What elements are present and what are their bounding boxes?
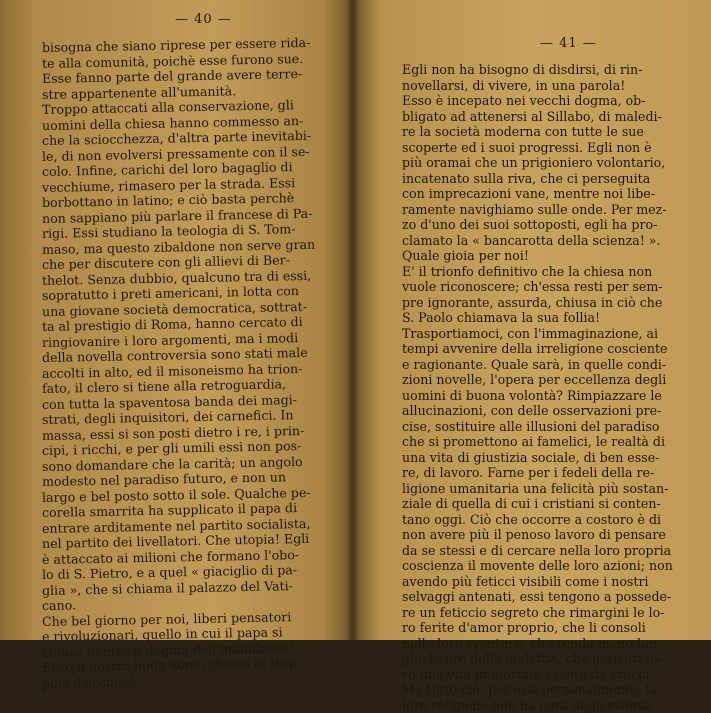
text-line: non sappiano più parlare il francese di Pa- bbox=[42, 205, 340, 226]
text-line: che la sciocchezza, d'altra parte inevitabi- bbox=[42, 127, 340, 148]
text-line: con tutta la spaventosa banda dei magi- bbox=[42, 391, 340, 412]
text-line: con imprecazioni vane, mentre noi libe- bbox=[402, 186, 698, 202]
text-line: Troppo attaccati alla conservazione, gli bbox=[42, 96, 340, 117]
text-line: vecchiume, rimasero per la strada. Essi bbox=[42, 174, 340, 195]
text-line: strati, degli inquisitori, dei carnefici. In bbox=[42, 406, 340, 427]
text-line: Egli non ha bisogno di disdirsi, di rin- bbox=[402, 62, 698, 78]
text-line: non avere più il penoso lavoro di pensare bbox=[402, 527, 698, 543]
text-line: ramente navighiamo sulle onde. Per mez- bbox=[402, 202, 698, 218]
text-line: ghe le ore della malattia, che assicuri lo- bbox=[402, 651, 698, 667]
text-line: Trasportiamoci, con l'immaginazione, ai bbox=[402, 326, 698, 342]
text-line: coscienza il movente delle loro azioni; non bbox=[402, 558, 698, 574]
text-line: zo d'uno dei suoi sottoposti, egli ha pro- bbox=[402, 217, 698, 233]
text-line: ro una vita immortale esente da crucci. bbox=[402, 667, 698, 683]
text-line: bligato ad attenersi al Sillabo, di maledi- bbox=[402, 109, 698, 125]
text-line: avendo più feticci visibili come i nostri bbox=[402, 574, 698, 590]
text-line: sono domandare che la carità; un angolo bbox=[42, 453, 340, 474]
text-line: più oramai che un prigioniero volontario, bbox=[402, 155, 698, 171]
right-page-number: — 41 — bbox=[540, 36, 597, 51]
text-line: nel partito dei livellatori. Che utopia! Egli bbox=[42, 530, 340, 551]
text-line: ro ferite d'amor proprio, che li consoli bbox=[402, 620, 698, 636]
text-line: maso, ma questo zibaldone non serve gran bbox=[42, 236, 340, 257]
text-line: pola d'acciaio! bbox=[42, 670, 340, 691]
left-page-number: — 40 — bbox=[175, 12, 232, 27]
text-line: cipi, i ricchi, e per gli umili essi non pos- bbox=[42, 437, 340, 458]
text-line: selvaggi antenati, essi tengono a possede- bbox=[402, 589, 698, 605]
text-line: massa, essi si son posti dietro i re, i prin- bbox=[42, 422, 340, 443]
text-line: nelle loro sventure, che renda meno lun- bbox=[402, 636, 698, 652]
text-line: Esso è incepato nei vecchi dogma, ob- bbox=[402, 93, 698, 109]
text-line: E' il trionfo definitivo che la chiesa non bbox=[402, 264, 698, 280]
text-line: Ma tutto ciò, per essi personalmente; la bbox=[402, 682, 698, 698]
text-line: largo e bel posto sotto il sole. Qualche pe- bbox=[42, 484, 340, 505]
text-line: accolti in alto, ed il misoneismo ha trion- bbox=[42, 360, 340, 381]
text-line: tano oggi. Ciò che occorre a costoro è di bbox=[402, 512, 698, 528]
text-line: te alla comunità, poichè esse furono sue. bbox=[42, 50, 340, 71]
text-line: clamato la « bancarotta della scienza! ». bbox=[402, 233, 698, 249]
text-line: loro religione non ha cura degli sventu- bbox=[402, 698, 698, 713]
text-line: pre ignorante, assurda, chiusa in ciò che bbox=[402, 295, 698, 311]
left-page bbox=[0, 0, 352, 640]
text-line: stre appartenente all'umanità. bbox=[42, 81, 340, 102]
text-line: chiuse dentro il dogma dell'infallibilità! bbox=[42, 639, 340, 660]
text-line: corella smarrita ha supplicato il papa di bbox=[42, 499, 340, 520]
text-line: ligione umanitaria una felicità più sostan- bbox=[402, 481, 698, 497]
text-line: da se stessi e di cercare nella loro propria bbox=[402, 543, 698, 559]
right-page-text bbox=[402, 62, 698, 713]
text-line: glia », che si chiama il palazzo del Vati- bbox=[42, 577, 340, 598]
text-line: ziale di quella di cui i cristiani si conten- bbox=[402, 496, 698, 512]
text-line: le, di non evolversi pressamente con il se- bbox=[42, 143, 340, 164]
text-line: entrare arditamente nel partito socialista, bbox=[42, 515, 340, 536]
text-line: bisogna che siano riprese per essere rida- bbox=[42, 34, 340, 55]
text-line: incatenato sulla riva, che ci perseguita bbox=[402, 171, 698, 187]
book-gutter bbox=[346, 0, 360, 640]
text-line: allucinazioni, con delle osservazioni pre- bbox=[402, 403, 698, 419]
text-line: scoperte ed i suoi progressi. Egli non è bbox=[402, 140, 698, 156]
text-line: una vita di giustizia sociale, di ben esse- bbox=[402, 450, 698, 466]
text-line: S. Paolo chiamava la sua follia! bbox=[402, 310, 698, 326]
text-line: Quale gioia per noi! bbox=[402, 248, 698, 264]
text-line: vuole riconoscere; ch'essa resti per sem- bbox=[402, 279, 698, 295]
text-line: re un feticcio segreto che rimargini le lo- bbox=[402, 605, 698, 621]
text-line: ringiovanire i loro argomenti, ma i modi bbox=[42, 329, 340, 350]
text-line: tempi avvenire della irreligione cosciente bbox=[402, 341, 698, 357]
text-line: che si promettono ai famelici, le realtà di bbox=[402, 434, 698, 450]
text-line: rigi. Essi studiano la teologia di S. Tom- bbox=[42, 220, 340, 241]
text-line: che per discutere con gli allievi di Ber- bbox=[42, 251, 340, 272]
text-line: re la società moderna con tutte le sue bbox=[402, 124, 698, 140]
text-line: e ragionante. Quale sarà, in quelle condi- bbox=[402, 357, 698, 373]
left-page-text bbox=[42, 40, 340, 691]
text-line: Esse fanno parte del grande avere terre- bbox=[42, 65, 340, 86]
text-line: re, di lavoro. Farne per i fedeli della re- bbox=[402, 465, 698, 481]
text-line: modesto nel paradiso futuro, e non un bbox=[42, 468, 340, 489]
text-line: Che bel giorno per noi, liberi pensatori bbox=[42, 608, 340, 629]
text-line: della novella controversia sono stati male bbox=[42, 344, 340, 365]
text-line: ta al prestigio di Roma, hanno cercato di bbox=[42, 313, 340, 334]
text-line: è attaccato ai milioni che formano l'obo- bbox=[42, 546, 340, 567]
right-page bbox=[352, 0, 711, 640]
text-line: novellarsi, di vivere, in una parola! bbox=[402, 78, 698, 94]
text-line: borbottano in latino; e ciò basta perchè bbox=[42, 189, 340, 210]
text-line: una giovane società democratica, sottrat- bbox=[42, 298, 340, 319]
text-line: lo di S. Pietro, e a quel « giaciglio di pa- bbox=[42, 561, 340, 582]
text-line: colo. Infine, carichi del loro bagaglio di bbox=[42, 158, 340, 179]
text-line: uomini di buona volontà? Rimpiazzare le bbox=[402, 388, 698, 404]
text-line: cano. bbox=[42, 592, 340, 613]
text-line: zioni novelle, l'opera per eccellenza degli bbox=[402, 372, 698, 388]
text-line: uomini della chiesa hanno commesso an- bbox=[42, 112, 340, 133]
text-line: Ecco il nostro buon uomo chiuso in trap- bbox=[42, 654, 340, 675]
text-line: cise, sostituire alle illusioni del paradiso bbox=[402, 419, 698, 435]
text-line: fato, il clero si tiene alla retroguardia, bbox=[42, 375, 340, 396]
text-line: e rivoluzionari, quello in cui il papa si bbox=[42, 623, 340, 644]
text-line: thelot. Senza dubbio, qualcuno tra di essi, bbox=[42, 267, 340, 288]
text-line: sopratutto i preti americani, in lotta con bbox=[42, 282, 340, 303]
